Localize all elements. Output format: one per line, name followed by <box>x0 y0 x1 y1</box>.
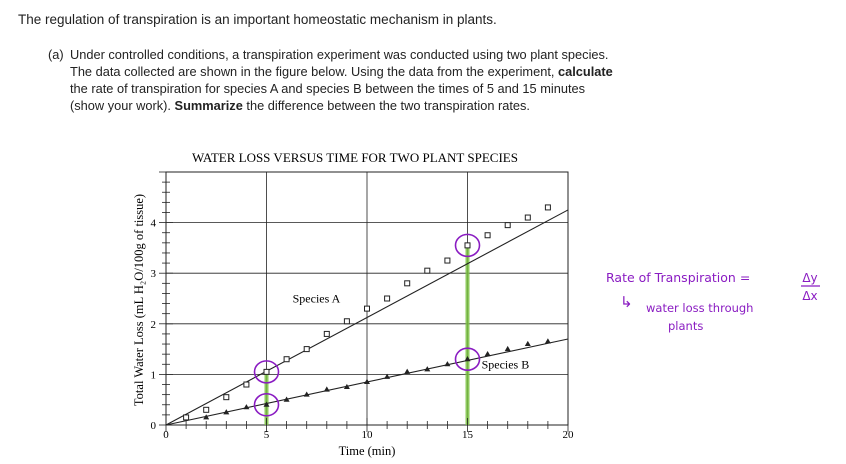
data-point-species-a <box>545 205 550 210</box>
question-label: (a) <box>48 47 64 62</box>
data-point-species-b <box>444 361 450 366</box>
question-line-1: Under controlled conditions, a transpiration experiment was conducted using two plant species. <box>70 47 609 62</box>
highlight-bar <box>466 245 470 425</box>
hand-arrow: ↳ <box>620 293 633 311</box>
data-point-species-a <box>324 331 329 336</box>
question-line-4-pre: (show your work). <box>70 98 171 113</box>
data-point-species-b <box>465 356 471 361</box>
data-point-species-b <box>243 404 249 409</box>
data-point-species-b <box>485 351 491 356</box>
x-tick-label: 20 <box>562 429 574 441</box>
data-point-species-a <box>485 233 490 238</box>
data-point-species-a <box>284 357 289 362</box>
x-axis-label: Time (min) <box>338 444 396 458</box>
plot-area <box>151 172 575 441</box>
calculate-keyword: calculate <box>558 64 613 79</box>
data-point-species-a <box>425 268 430 273</box>
data-point-species-b <box>324 386 330 391</box>
summarize-keyword: Summarize <box>174 98 243 113</box>
data-point-species-a <box>244 382 249 387</box>
chart-title: WATER LOSS VERSUS TIME FOR TWO PLANT SPECIES <box>192 150 518 165</box>
hand-frac-numerator: Δy <box>802 271 818 285</box>
data-point-species-b <box>545 338 551 343</box>
y-tick-label: 0 <box>150 420 156 432</box>
hand-water-loss-text: water loss through <box>646 301 754 315</box>
question-line-3: the rate of transpiration for species A and species B between the times of 5 and 15 minutes <box>70 81 586 96</box>
y-tick-label: 1 <box>150 369 156 382</box>
x-tick-label: 15 <box>462 429 473 441</box>
y-tick-label: 4 <box>150 217 156 230</box>
hand-plants-text: plants <box>668 319 704 333</box>
data-point-species-a <box>365 306 370 311</box>
data-point-species-b <box>404 369 410 374</box>
hand-rate-text: Rate of Transpiration = <box>606 270 751 285</box>
x-tick-label: 0 <box>163 429 169 441</box>
handwritten-note <box>606 270 820 333</box>
data-point-species-a <box>184 415 189 420</box>
data-point-species-b <box>525 341 531 346</box>
data-point-species-a <box>405 281 410 286</box>
series-label-b: Species B <box>481 357 530 372</box>
data-point-species-a <box>204 407 209 412</box>
data-point-species-a <box>465 243 470 248</box>
data-point-species-a <box>344 319 349 324</box>
data-point-species-b <box>505 346 511 351</box>
data-point-species-a <box>505 223 510 228</box>
data-point-species-a <box>385 296 390 301</box>
data-point-species-a <box>224 395 229 400</box>
data-point-species-a <box>525 215 530 220</box>
data-point-species-a <box>304 347 309 352</box>
highlight-bar <box>265 372 269 425</box>
y-tick-label: 3 <box>150 268 156 281</box>
question-line-2-text: The data collected are shown in the figure below. Using the data from the experiment, <box>70 64 555 79</box>
data-point-species-a <box>264 369 269 374</box>
x-tick-label: 5 <box>263 429 270 441</box>
hand-frac-denominator: Δx <box>802 289 818 303</box>
series-label-a: Species A <box>292 291 341 306</box>
intro-text: The regulation of transpiration is an important homeostatic mechanism in plants. <box>18 12 497 27</box>
data-point-species-a <box>445 258 450 263</box>
y-tick-label: 2 <box>150 318 156 331</box>
x-tick-label: 10 <box>361 429 373 441</box>
y-axis-label: Total Water Loss (mL H₂O/100g of tissue) <box>132 193 146 407</box>
question-line-4-post: the difference between the two transpiration rates. <box>246 98 530 113</box>
